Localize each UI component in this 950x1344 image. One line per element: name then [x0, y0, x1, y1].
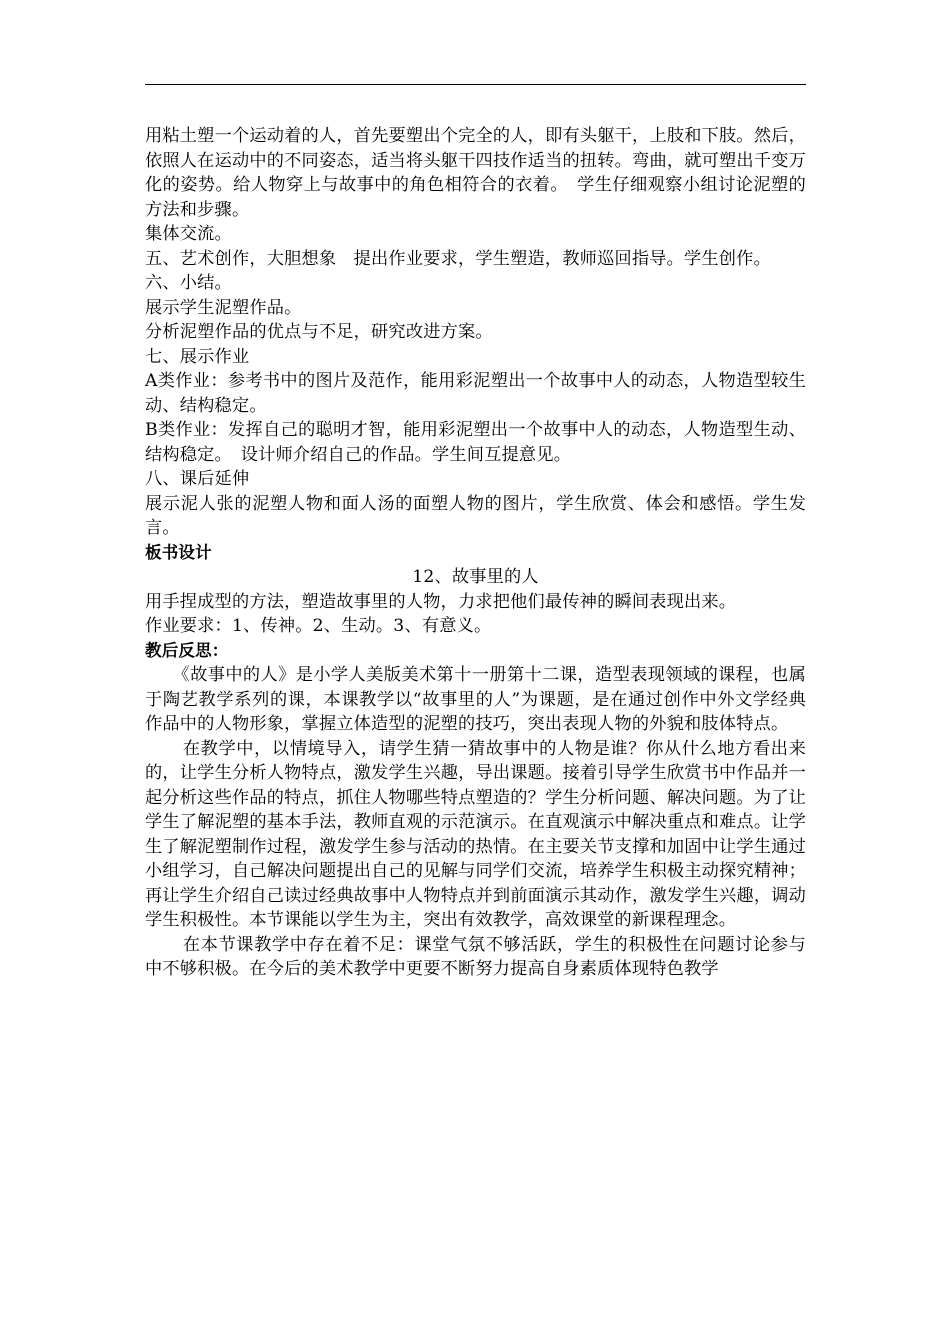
paragraph-extension: 展示泥人张的泥塑人物和面人汤的面塑人物的图片，学生欣赏、体会和感悟。学生发言。: [145, 493, 806, 538]
board-line-method: 用手捏成型的方法，塑造故事里的人物，力求把他们最传神的瞬间表现出来。: [145, 591, 737, 612]
document-body: [145, 124, 806, 982]
board-title: 12、故事里的人: [412, 567, 539, 587]
section-seven: 七、展示作业: [145, 346, 250, 367]
board-design-heading: 板书设计: [145, 542, 212, 562]
paragraph-analyze-works: 分析泥塑作品的优点与不足，研究改进方案。: [145, 322, 493, 342]
section-five: 五、艺术创作，大胆想象 提出作业要求，学生塑造，教师巡回指导。学生创作。: [145, 248, 771, 269]
paragraph-show-works: 展示学生泥塑作品。: [145, 297, 302, 318]
board-line-requirements: 作业要求：1、传神。2、生动。3、有意义。: [145, 616, 492, 636]
reflection-paragraph-teaching: 在教学中，以情境导入，请学生猜一猜故事中的人物是谁？你从什么地方看出来的，让学生分析人物特点，激发学生兴趣，导出课题。接着引导学生欣赏书中作品并一起分析这些作品的特点，抓住人物哪些特点塑造的？学生分析问题、解决问题。为了让学生了解泥塑的基本手法，教师直观的示范演示。在直观演示中解决重点和难点。让学生了解泥塑制作过程，激发学生参与活动的热情。在主要关节支撑和加固中让学生通过小组学习，自己解决问题提出自己的见解与同学们交流，培养学生积极主动探究精神；再让学生介绍自己读过经典故事中人物特点并到前面演示其动作，激发学生兴趣，调动学生积极性。本节课能以学生为主，突出有效教学，高效课堂的新课程理念。: [145, 738, 806, 930]
reflection-paragraph-shortcomings: 在本节课教学中存在着不足：课堂气氛不够活跃，学生的积极性在问题讨论参与中不够积极。在今后的美术教学中更要不断努力提高自身素质体现特色教学: [145, 934, 806, 979]
paragraph-homework-b: B类作业：发挥自己的聪明才智，能用彩泥塑出一个故事中人的动态，人物造型生动、结构稳定。 设计师介绍自己的作品。学生间互提意见。: [145, 420, 806, 465]
paragraph-group-exchange: 集体交流。: [145, 224, 232, 244]
reflection-paragraph-intro: 《故事中的人》是小学人美版美术第十一册第十二课，造型表现领域的课程，也属于陶艺教学系列的课，本课教学以“故事里的人”为课题，是在通过创作中外文学经典作品中的人物形象，掌握立体造型的泥塑的技巧，突出表现人物的外貌和肢体特点。: [145, 665, 806, 734]
reflection-heading: 教后反思：: [145, 640, 229, 660]
section-eight: 八、课后延伸: [145, 469, 250, 489]
section-six: 六、小结。: [145, 273, 232, 293]
paragraph-modeling-steps: 用粘土塑一个运动着的人，首先要塑出个完全的人，即有头躯干，上肢和下肢。然后，依照人在运动中的不同姿态，适当将头躯干四技作适当的扭转。弯曲，就可塑出千变万化的姿势。给人物穿上与故事中的角色相符合的衣着。 学生仔细观察小组讨论泥塑的方法和步骤。: [145, 126, 806, 220]
paragraph-homework-a: A类作业：参考书中的图片及范作，能用彩泥塑出一个故事中人的动态，人物造型较生动、结构稳定。: [145, 371, 806, 416]
header-rule: [145, 84, 806, 85]
